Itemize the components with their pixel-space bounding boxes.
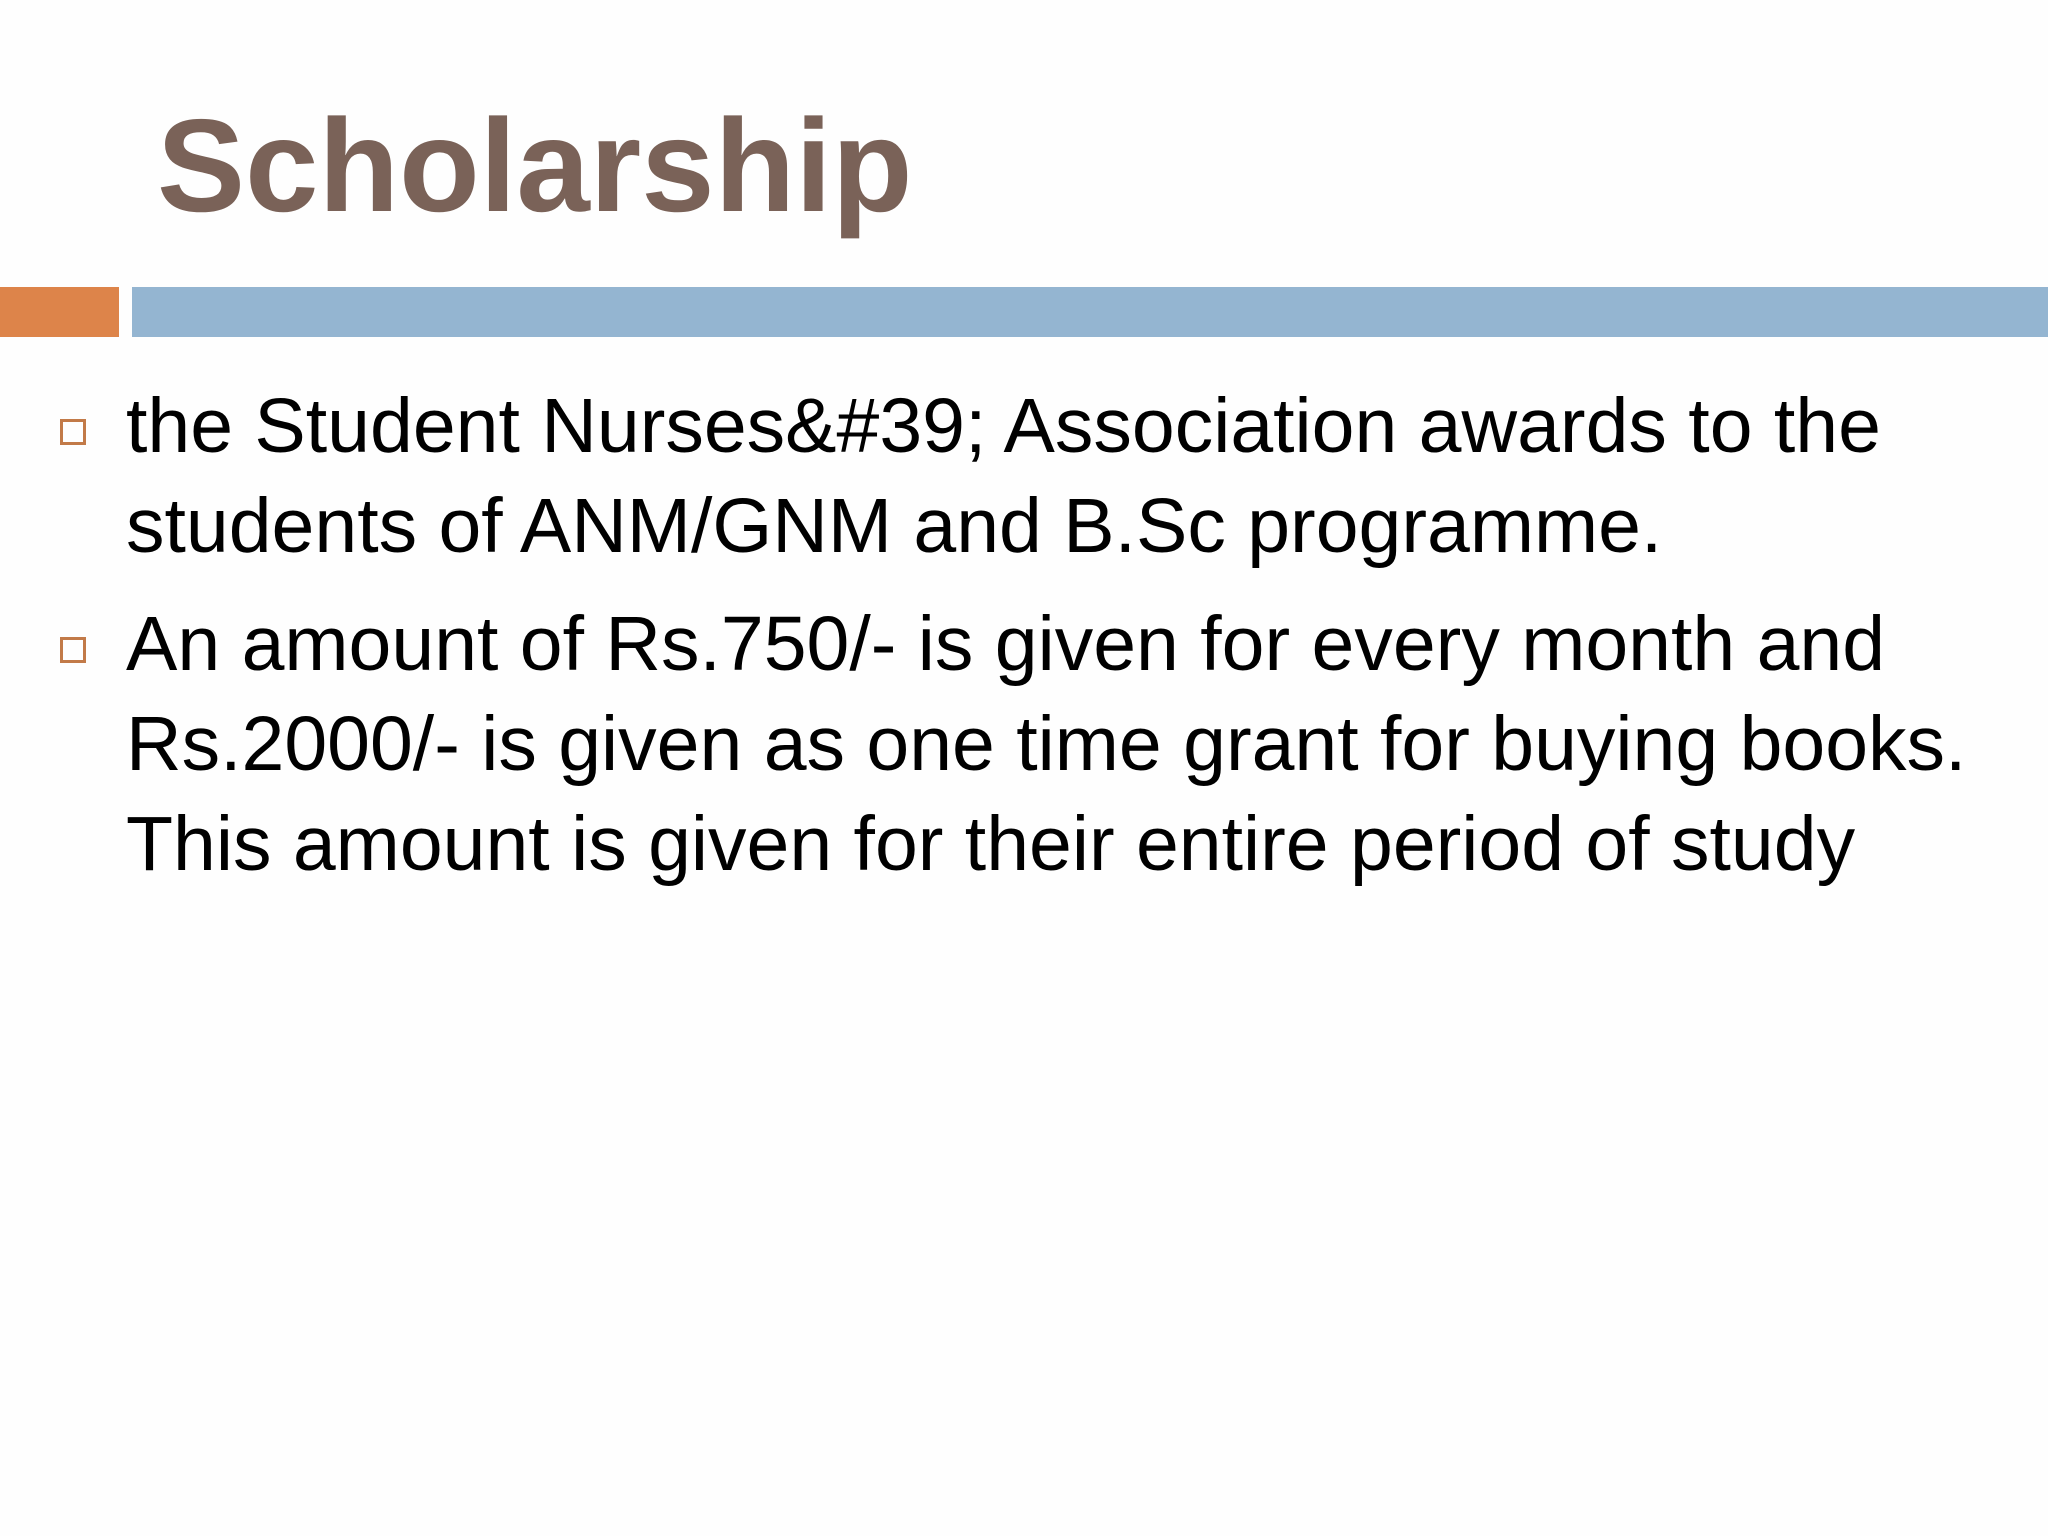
accent-bar — [0, 287, 119, 337]
hollow-square-bullet-icon — [60, 419, 86, 445]
bullet-item — [0, 594, 2048, 894]
hollow-square-bullet-icon — [60, 637, 86, 663]
header-divider-bar — [132, 287, 2048, 337]
bullet-item — [0, 376, 2048, 576]
bullet-list — [0, 376, 2048, 912]
slide-title: Scholarship — [157, 92, 913, 239]
bullet-text: An amount of Rs.750/- is given for every month and Rs.2000/- is given as one time grant for buying books. This amount is given for their entire period of study — [126, 601, 1967, 887]
bullet-text: the Student Nurses&#39; Association awards to the students of ANM/GNM and B.Sc programme. — [126, 383, 1881, 569]
